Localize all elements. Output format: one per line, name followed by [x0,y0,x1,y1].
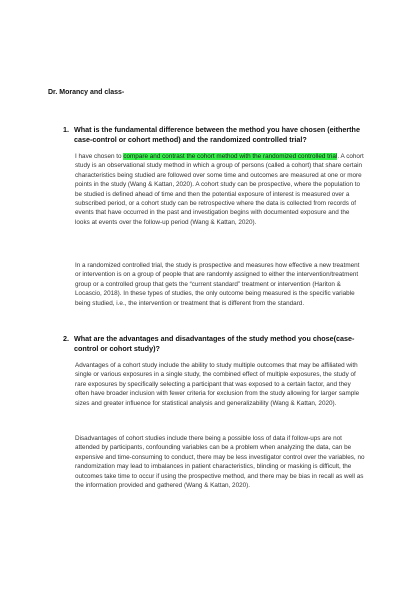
question-text: What are the advantages and disadvantages of the study method you chose(case-control or cohort study)? [74,334,355,353]
paragraph-rct: In a randomized controlled trial, the study is prospective and measures how effective a new treatment or intervention is on a group of people that are randomly assigned to either the intervention/treatment group or a controlled group that gets the “current standard” treatment or intervention (Hariton & Locascio, 2018). In these types of studies, the only outcome being measured is the specific variable being studied, i.e., the intervention or treatment that is different from the standard. [75,262,360,307]
question-text: What is the fundamental difference between the method you have chosen (eitherthe case-control or cohort method) and the randomized controlled trial? [74,125,360,144]
question-1 [63,125,363,144]
paragraph-cohort-definition [75,152,365,227]
question-number: 1. [63,125,69,134]
paragraph-text-lead: I have chosen to [75,153,124,160]
question-number: 2. [63,334,69,343]
question-2 [63,334,363,353]
paragraph-advantages: Advantages of a cohort study include the ability to study multiple outcomes that may be affiliated with single or various exposures in a single study, the combined effect of multiple exposures, the study of rare exposures by specifically selecting a participant that was exposed to a certain factor, and they often have broader inclusion with fewer criteria for exclusion from the study allowing for larger sample sizes and greater influence for statistical analysis and generalizability (Wang & Kattan, 2020). [75,362,360,407]
highlighted-text: compare and contrast the cohort method with the randomized controlled trial [123,153,338,160]
paragraph-disadvantages: Disadvantages of cohort studies include there being a possible loss of data if follow-ups are not attended by participants, confounding variables can be a problem when analyzing the data, can be expensive and time-consuming to conduct, there may be less investigator control over the variables, no randomization may lead to imbalances in patient characteristics, blinding or masking is difficult, the outcomes take time to occur if using the prospective method, and there may be bias in recall as well as the information provided and gathered (Wang & Kattan, 2020). [75,435,365,490]
greeting: Dr. Morancy and class- [48,89,125,96]
paragraph-text-rest: . A cohort study is an observational study method in which a group of persons (called a cohort) that share certain characteristics being studied are followed over some time and outcomes are measured at one or more points in the study (Wang & Kattan, 2020). A cohort study can be prospective, where the population to be studied is defined ahead of time and then the potential exposure of interest is measured over a subscribed period, or a cohort study can be retrospective where the data is collected from records of events that have occurred in the past and investigation begins with documented exposure and the looks at events over the follow-up period (Wang & Kattan, 2020). [75,153,364,226]
